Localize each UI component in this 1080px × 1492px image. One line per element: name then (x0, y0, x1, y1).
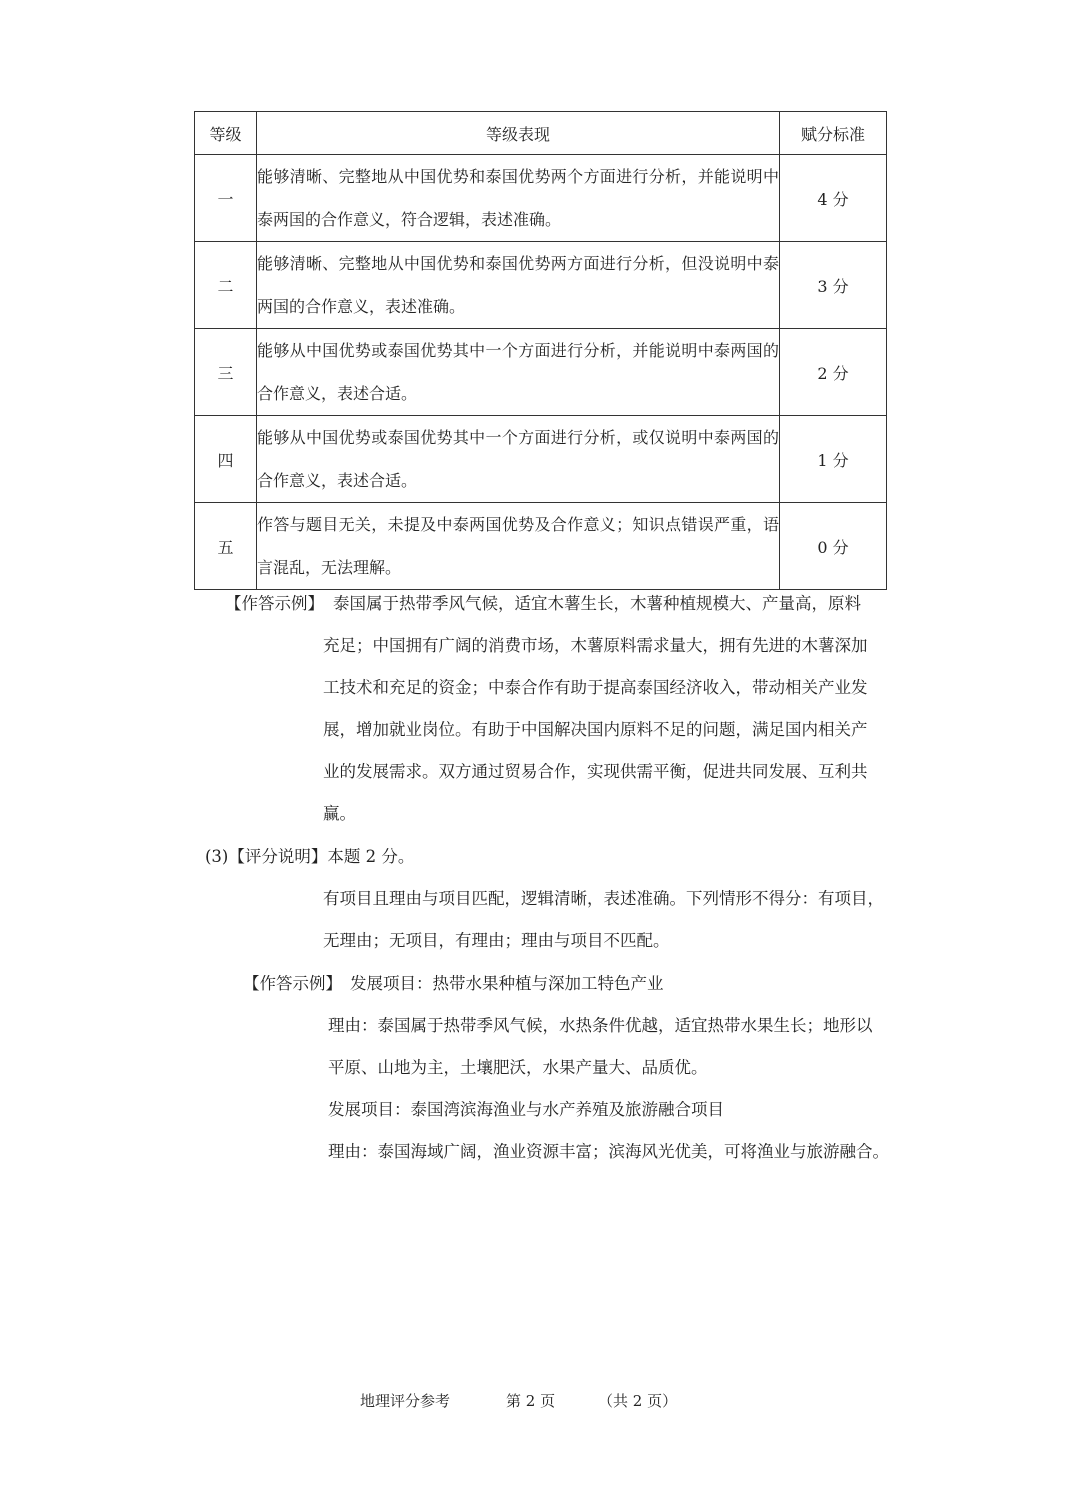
row-score: 4 分 (780, 155, 887, 242)
example-reason-line: 理由：泰国属于热带季风气候，水热条件优越，适宜热带水果生长；地形以 (328, 1016, 873, 1035)
row-level: 二 (195, 242, 257, 329)
header-score: 赋分标准 (780, 112, 887, 155)
row-description: 能够清晰、完整地从中国优势和泰国优势两个方面进行分析，并能说明中泰两国的合作意义，符合逻辑，表述准确。 (257, 155, 780, 242)
example-reason-line: 平原、山地为主，土壤肥沃，水果产量大、品质优。 (328, 1058, 708, 1077)
example-answer-line: 业的发展需求。双方通过贸易合作，实现供需平衡，促进共同发展、互利共 (323, 762, 868, 781)
row-level: 四 (195, 416, 257, 503)
table-row (195, 503, 887, 590)
header-level: 等级 (195, 112, 257, 155)
example-answer-line: 充足；中国拥有广阔的消费市场，木薯原料需求量大，拥有先进的木薯深加 (323, 636, 868, 655)
example-answer-label: 【作答示例】 (225, 594, 324, 613)
table-header-row (195, 112, 887, 155)
row-score: 1 分 (780, 416, 887, 503)
row-level: 一 (195, 155, 257, 242)
table-row (195, 329, 887, 416)
example-answer-label-2: 【作答示例】 (243, 974, 342, 993)
example-answer-line: 展，增加就业岗位。有助于中国解决国内原料不足的问题，满足国内相关产 (323, 720, 868, 739)
header-description: 等级表现 (257, 112, 780, 155)
example-reason-line: 理由：泰国海域广阔，渔业资源丰富；滨海风光优美，可将渔业与旅游融合。 (328, 1142, 889, 1161)
grading-table (194, 111, 887, 590)
section-3-heading: (3)【评分说明】本题 2 分。 (205, 847, 415, 866)
row-level: 三 (195, 329, 257, 416)
row-score: 3 分 (780, 242, 887, 329)
example-project-line: 发展项目：热带水果种植与深加工特色产业 (350, 974, 664, 993)
example-answer-line: 赢。 (323, 804, 356, 823)
row-score: 0 分 (780, 503, 887, 590)
row-description: 能够从中国优势或泰国优势其中一个方面进行分析，或仅说明中泰两国的合作意义，表述合适。 (257, 416, 780, 503)
footer-subject: 地理评分参考 (360, 1392, 451, 1410)
table-row (195, 416, 887, 503)
footer-total-pages: （共 2 页） (598, 1392, 678, 1410)
row-description: 能够清晰、完整地从中国优势和泰国优势两方面进行分析，但没说明中泰两国的合作意义，表述准确。 (257, 242, 780, 329)
footer-page-number: 第 2 页 (506, 1392, 556, 1410)
example-project-line: 发展项目：泰国湾滨海渔业与水产养殖及旅游融合项目 (328, 1100, 724, 1119)
example-answer-line: 泰国属于热带季风气候，适宜木薯生长，木薯种植规模大、产量高，原料 (333, 594, 861, 613)
criteria-line: 有项目且理由与项目匹配，逻辑清晰，表述准确。下列情形不得分：有项目， (323, 889, 884, 908)
table-row (195, 242, 887, 329)
row-description: 作答与题目无关，未提及中泰两国优势及合作意义；知识点错误严重，语言混乱，无法理解。 (257, 503, 780, 590)
example-answer-line: 工技术和充足的资金；中泰合作有助于提高泰国经济收入，带动相关产业发 (323, 678, 868, 697)
row-level: 五 (195, 503, 257, 590)
criteria-line: 无理由；无项目，有理由；理由与项目不匹配。 (323, 931, 670, 950)
row-description: 能够从中国优势或泰国优势其中一个方面进行分析，并能说明中泰两国的合作意义，表述合适。 (257, 329, 780, 416)
table-row (195, 155, 887, 242)
row-score: 2 分 (780, 329, 887, 416)
